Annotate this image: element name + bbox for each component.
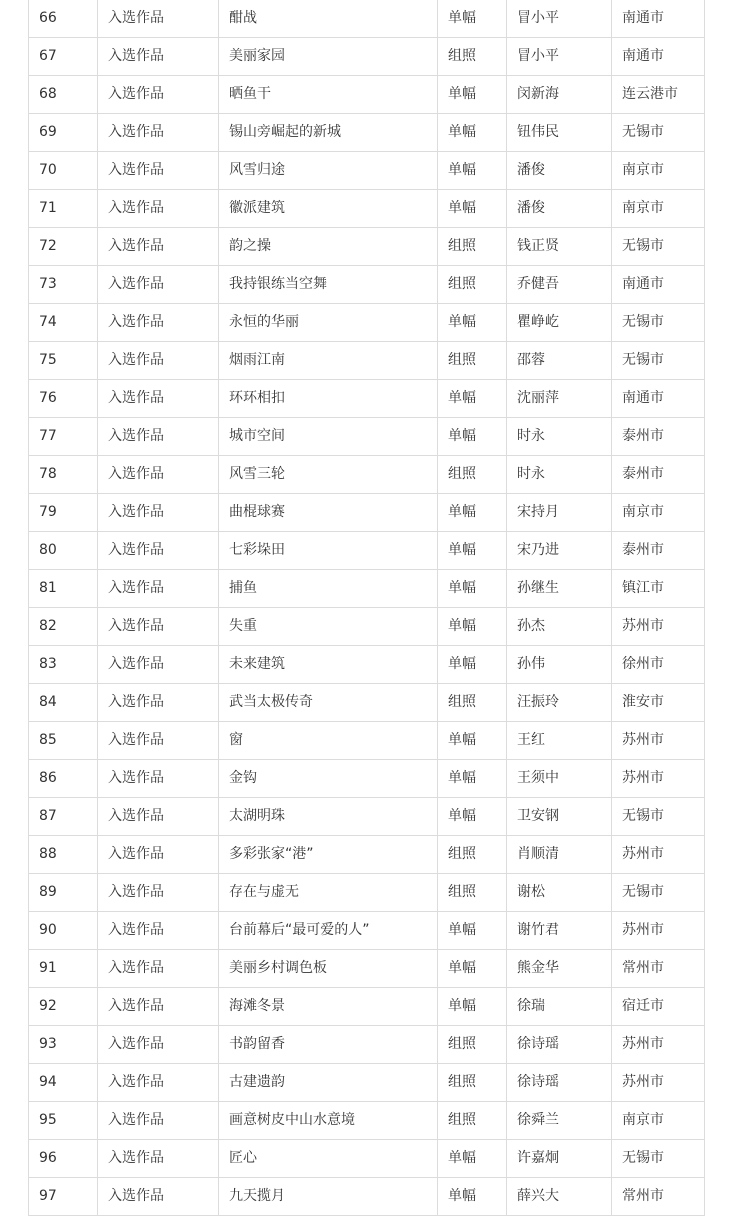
table-row <box>29 1140 705 1178</box>
entry-number-cell: 95 <box>29 1102 98 1140</box>
entry-number-cell: 96 <box>29 1140 98 1178</box>
entry-status-cell: 入选作品 <box>98 912 219 950</box>
entry-status-cell: 入选作品 <box>98 418 219 456</box>
author-name-cell: 钱正贤 <box>507 228 612 266</box>
table-row <box>29 760 705 798</box>
city-cell: 无锡市 <box>612 1140 705 1178</box>
author-name-cell: 孙继生 <box>507 570 612 608</box>
entry-number-cell: 74 <box>29 304 98 342</box>
work-type-cell: 组照 <box>438 874 507 912</box>
table-row <box>29 380 705 418</box>
work-title-cell: 烟雨江南 <box>219 342 438 380</box>
entry-status-cell: 入选作品 <box>98 1102 219 1140</box>
work-title-cell: 画意树皮中山水意境 <box>219 1102 438 1140</box>
table-row <box>29 950 705 988</box>
entry-number-cell: 90 <box>29 912 98 950</box>
entry-number-cell: 83 <box>29 646 98 684</box>
author-name-cell: 徐瑞 <box>507 988 612 1026</box>
table-row <box>29 76 705 114</box>
entry-number-cell: 67 <box>29 38 98 76</box>
work-type-cell: 组照 <box>438 1064 507 1102</box>
table-row <box>29 798 705 836</box>
work-type-cell: 单幅 <box>438 988 507 1026</box>
entry-status-cell: 入选作品 <box>98 760 219 798</box>
entry-status-cell: 入选作品 <box>98 532 219 570</box>
city-cell: 南通市 <box>612 380 705 418</box>
entry-number-cell: 85 <box>29 722 98 760</box>
entry-status-cell: 入选作品 <box>98 114 219 152</box>
author-name-cell: 王红 <box>507 722 612 760</box>
author-name-cell: 冒小平 <box>507 0 612 38</box>
table-row <box>29 1102 705 1140</box>
entry-status-cell: 入选作品 <box>98 798 219 836</box>
entry-status-cell: 入选作品 <box>98 570 219 608</box>
city-cell: 苏州市 <box>612 760 705 798</box>
author-name-cell: 徐诗瑶 <box>507 1064 612 1102</box>
entry-status-cell: 入选作品 <box>98 494 219 532</box>
entry-status-cell: 入选作品 <box>98 380 219 418</box>
entry-number-cell: 69 <box>29 114 98 152</box>
work-type-cell: 组照 <box>438 38 507 76</box>
city-cell: 苏州市 <box>612 1064 705 1102</box>
work-title-cell: 风雪三轮 <box>219 456 438 494</box>
author-name-cell: 闵新海 <box>507 76 612 114</box>
table-row <box>29 342 705 380</box>
table-row <box>29 874 705 912</box>
work-title-cell: 多彩张家“港” <box>219 836 438 874</box>
table-row <box>29 0 705 38</box>
author-name-cell: 钮伟民 <box>507 114 612 152</box>
entry-status-cell: 入选作品 <box>98 342 219 380</box>
work-title-cell: 窗 <box>219 722 438 760</box>
author-name-cell: 宋乃进 <box>507 532 612 570</box>
author-name-cell: 时永 <box>507 456 612 494</box>
city-cell: 无锡市 <box>612 874 705 912</box>
author-name-cell: 肖顺清 <box>507 836 612 874</box>
work-title-cell: 台前幕后“最可爱的人” <box>219 912 438 950</box>
entry-status-cell: 入选作品 <box>98 684 219 722</box>
results-table <box>28 0 705 1216</box>
entry-status-cell: 入选作品 <box>98 1026 219 1064</box>
entry-number-cell: 71 <box>29 190 98 228</box>
city-cell: 无锡市 <box>612 342 705 380</box>
author-name-cell: 卫安钢 <box>507 798 612 836</box>
city-cell: 徐州市 <box>612 646 705 684</box>
entry-status-cell: 入选作品 <box>98 266 219 304</box>
table-row <box>29 38 705 76</box>
work-title-cell: 古建遗韵 <box>219 1064 438 1102</box>
work-title-cell: 九天揽月 <box>219 1178 438 1216</box>
table-row <box>29 456 705 494</box>
entry-status-cell: 入选作品 <box>98 988 219 1026</box>
entry-number-cell: 80 <box>29 532 98 570</box>
work-type-cell: 单幅 <box>438 76 507 114</box>
entry-status-cell: 入选作品 <box>98 874 219 912</box>
results-table-container <box>28 0 704 1216</box>
work-type-cell: 单幅 <box>438 950 507 988</box>
table-row <box>29 228 705 266</box>
work-title-cell: 存在与虚无 <box>219 874 438 912</box>
work-title-cell: 我持银练当空舞 <box>219 266 438 304</box>
entry-status-cell: 入选作品 <box>98 190 219 228</box>
work-type-cell: 单幅 <box>438 912 507 950</box>
work-type-cell: 单幅 <box>438 304 507 342</box>
work-type-cell: 组照 <box>438 456 507 494</box>
city-cell: 南京市 <box>612 1102 705 1140</box>
city-cell: 常州市 <box>612 950 705 988</box>
author-name-cell: 许嘉炯 <box>507 1140 612 1178</box>
work-title-cell: 锡山旁崛起的新城 <box>219 114 438 152</box>
author-name-cell: 孙杰 <box>507 608 612 646</box>
work-title-cell: 永恒的华丽 <box>219 304 438 342</box>
work-type-cell: 单幅 <box>438 114 507 152</box>
city-cell: 苏州市 <box>612 608 705 646</box>
work-type-cell: 组照 <box>438 342 507 380</box>
entry-number-cell: 86 <box>29 760 98 798</box>
entry-status-cell: 入选作品 <box>98 152 219 190</box>
entry-status-cell: 入选作品 <box>98 1140 219 1178</box>
entry-number-cell: 73 <box>29 266 98 304</box>
city-cell: 连云港市 <box>612 76 705 114</box>
entry-number-cell: 92 <box>29 988 98 1026</box>
work-type-cell: 单幅 <box>438 1178 507 1216</box>
entry-number-cell: 70 <box>29 152 98 190</box>
entry-status-cell: 入选作品 <box>98 1178 219 1216</box>
entry-status-cell: 入选作品 <box>98 836 219 874</box>
city-cell: 南京市 <box>612 152 705 190</box>
entry-number-cell: 84 <box>29 684 98 722</box>
city-cell: 无锡市 <box>612 304 705 342</box>
table-row <box>29 1064 705 1102</box>
table-row <box>29 1178 705 1216</box>
work-type-cell: 单幅 <box>438 570 507 608</box>
entry-status-cell: 入选作品 <box>98 38 219 76</box>
work-type-cell: 组照 <box>438 836 507 874</box>
entry-number-cell: 66 <box>29 0 98 38</box>
city-cell: 南通市 <box>612 266 705 304</box>
table-row <box>29 494 705 532</box>
city-cell: 宿迁市 <box>612 988 705 1026</box>
work-type-cell: 组照 <box>438 228 507 266</box>
work-title-cell: 酣战 <box>219 0 438 38</box>
work-type-cell: 单幅 <box>438 0 507 38</box>
table-row <box>29 304 705 342</box>
work-title-cell: 太湖明珠 <box>219 798 438 836</box>
entry-status-cell: 入选作品 <box>98 722 219 760</box>
entry-status-cell: 入选作品 <box>98 646 219 684</box>
city-cell: 无锡市 <box>612 228 705 266</box>
work-type-cell: 单幅 <box>438 380 507 418</box>
entry-status-cell: 入选作品 <box>98 304 219 342</box>
author-name-cell: 潘俊 <box>507 152 612 190</box>
city-cell: 无锡市 <box>612 114 705 152</box>
entry-status-cell: 入选作品 <box>98 76 219 114</box>
city-cell: 苏州市 <box>612 836 705 874</box>
work-type-cell: 组照 <box>438 684 507 722</box>
work-title-cell: 捕鱼 <box>219 570 438 608</box>
entry-number-cell: 97 <box>29 1178 98 1216</box>
author-name-cell: 冒小平 <box>507 38 612 76</box>
work-title-cell: 晒鱼干 <box>219 76 438 114</box>
table-row <box>29 646 705 684</box>
work-title-cell: 徽派建筑 <box>219 190 438 228</box>
table-row <box>29 532 705 570</box>
author-name-cell: 瞿峥屹 <box>507 304 612 342</box>
city-cell: 南京市 <box>612 494 705 532</box>
table-row <box>29 912 705 950</box>
work-title-cell: 武当太极传奇 <box>219 684 438 722</box>
author-name-cell: 邵蓉 <box>507 342 612 380</box>
city-cell: 镇江市 <box>612 570 705 608</box>
work-title-cell: 失重 <box>219 608 438 646</box>
entry-number-cell: 68 <box>29 76 98 114</box>
entry-status-cell: 入选作品 <box>98 456 219 494</box>
results-table-body <box>29 0 705 1216</box>
city-cell: 泰州市 <box>612 532 705 570</box>
work-type-cell: 单幅 <box>438 494 507 532</box>
work-type-cell: 单幅 <box>438 760 507 798</box>
author-name-cell: 王须中 <box>507 760 612 798</box>
work-type-cell: 单幅 <box>438 1140 507 1178</box>
city-cell: 苏州市 <box>612 722 705 760</box>
table-row <box>29 608 705 646</box>
entry-number-cell: 76 <box>29 380 98 418</box>
author-name-cell: 谢竹君 <box>507 912 612 950</box>
entry-number-cell: 72 <box>29 228 98 266</box>
city-cell: 南通市 <box>612 38 705 76</box>
work-type-cell: 组照 <box>438 266 507 304</box>
table-row <box>29 836 705 874</box>
work-title-cell: 匠心 <box>219 1140 438 1178</box>
author-name-cell: 时永 <box>507 418 612 456</box>
work-type-cell: 组照 <box>438 1026 507 1064</box>
entry-status-cell: 入选作品 <box>98 950 219 988</box>
table-row <box>29 570 705 608</box>
author-name-cell: 谢松 <box>507 874 612 912</box>
work-title-cell: 书韵留香 <box>219 1026 438 1064</box>
city-cell: 无锡市 <box>612 798 705 836</box>
work-type-cell: 组照 <box>438 1102 507 1140</box>
entry-number-cell: 89 <box>29 874 98 912</box>
work-title-cell: 环环相扣 <box>219 380 438 418</box>
entry-number-cell: 93 <box>29 1026 98 1064</box>
work-type-cell: 单幅 <box>438 190 507 228</box>
author-name-cell: 薛兴大 <box>507 1178 612 1216</box>
work-type-cell: 单幅 <box>438 532 507 570</box>
table-row <box>29 190 705 228</box>
entry-number-cell: 88 <box>29 836 98 874</box>
city-cell: 泰州市 <box>612 418 705 456</box>
work-title-cell: 韵之操 <box>219 228 438 266</box>
author-name-cell: 沈丽萍 <box>507 380 612 418</box>
entry-number-cell: 79 <box>29 494 98 532</box>
work-type-cell: 单幅 <box>438 646 507 684</box>
table-row <box>29 114 705 152</box>
work-type-cell: 单幅 <box>438 722 507 760</box>
work-title-cell: 海滩冬景 <box>219 988 438 1026</box>
entry-number-cell: 77 <box>29 418 98 456</box>
work-type-cell: 单幅 <box>438 418 507 456</box>
entry-number-cell: 94 <box>29 1064 98 1102</box>
author-name-cell: 徐诗瑶 <box>507 1026 612 1064</box>
work-title-cell: 城市空间 <box>219 418 438 456</box>
entry-number-cell: 78 <box>29 456 98 494</box>
author-name-cell: 熊金华 <box>507 950 612 988</box>
work-title-cell: 美丽乡村调色板 <box>219 950 438 988</box>
table-row <box>29 266 705 304</box>
entry-status-cell: 入选作品 <box>98 228 219 266</box>
work-type-cell: 单幅 <box>438 608 507 646</box>
work-title-cell: 美丽家园 <box>219 38 438 76</box>
author-name-cell: 潘俊 <box>507 190 612 228</box>
author-name-cell: 汪振玲 <box>507 684 612 722</box>
work-title-cell: 未来建筑 <box>219 646 438 684</box>
author-name-cell: 乔健吾 <box>507 266 612 304</box>
entry-number-cell: 81 <box>29 570 98 608</box>
city-cell: 淮安市 <box>612 684 705 722</box>
city-cell: 南通市 <box>612 0 705 38</box>
author-name-cell: 孙伟 <box>507 646 612 684</box>
city-cell: 常州市 <box>612 1178 705 1216</box>
table-row <box>29 418 705 456</box>
city-cell: 南京市 <box>612 190 705 228</box>
author-name-cell: 徐舜兰 <box>507 1102 612 1140</box>
work-title-cell: 七彩垛田 <box>219 532 438 570</box>
entry-status-cell: 入选作品 <box>98 0 219 38</box>
table-row <box>29 684 705 722</box>
table-row <box>29 988 705 1026</box>
author-name-cell: 宋持月 <box>507 494 612 532</box>
table-row <box>29 1026 705 1064</box>
work-title-cell: 金钩 <box>219 760 438 798</box>
work-title-cell: 风雪归途 <box>219 152 438 190</box>
table-row <box>29 722 705 760</box>
entry-status-cell: 入选作品 <box>98 608 219 646</box>
entry-number-cell: 91 <box>29 950 98 988</box>
work-type-cell: 单幅 <box>438 152 507 190</box>
table-row <box>29 152 705 190</box>
work-title-cell: 曲棍球赛 <box>219 494 438 532</box>
entry-number-cell: 87 <box>29 798 98 836</box>
city-cell: 苏州市 <box>612 912 705 950</box>
entry-number-cell: 75 <box>29 342 98 380</box>
entry-number-cell: 82 <box>29 608 98 646</box>
work-type-cell: 单幅 <box>438 798 507 836</box>
city-cell: 泰州市 <box>612 456 705 494</box>
city-cell: 苏州市 <box>612 1026 705 1064</box>
entry-status-cell: 入选作品 <box>98 1064 219 1102</box>
